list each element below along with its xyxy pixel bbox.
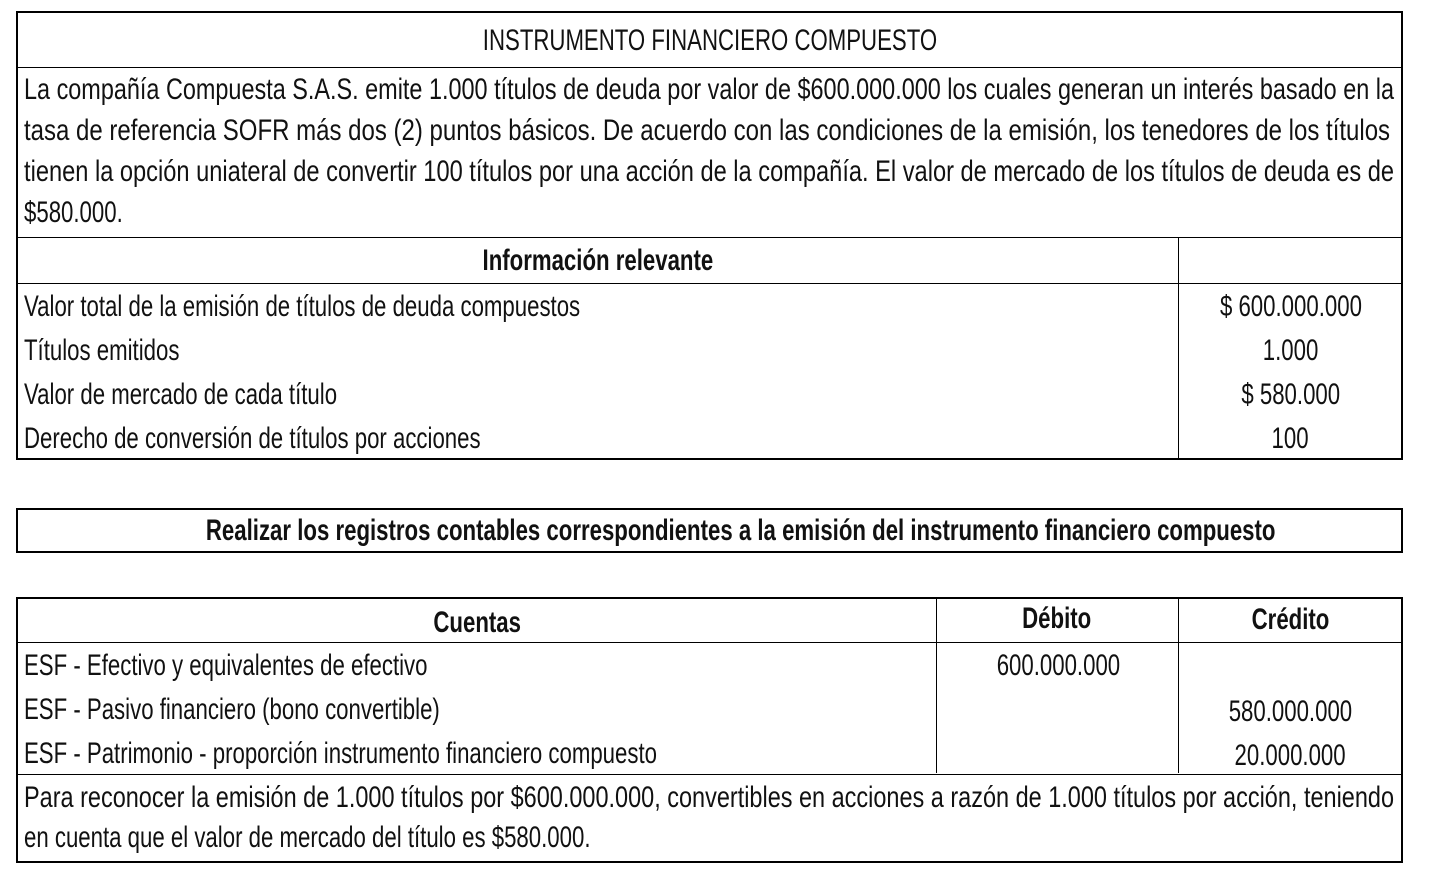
divider <box>18 774 1401 775</box>
statement-line: La compañía Compuesta S.A.S. emite 1.000 títulos de deuda por valor de $600.000.000 los cuales generan un interés basado en la <box>24 73 1394 106</box>
info-label: Títulos emitidos <box>24 334 180 367</box>
info-value: $ 600.000.000 <box>1219 290 1362 323</box>
divider <box>18 237 1401 238</box>
info-label: Valor total de la emisión de títulos de deuda compuestos <box>24 290 581 323</box>
task-instruction: Realizar los registros contables correspondientes a la emisión del instrumento financiero compuesto <box>205 514 1276 547</box>
statement-line: $580.000. <box>24 196 123 229</box>
column-divider <box>1178 599 1179 773</box>
info-header: Información relevante <box>482 244 714 277</box>
info-value: 100 <box>1271 422 1310 455</box>
problem-table <box>16 11 1403 460</box>
header-cuentas <box>18 601 936 645</box>
journal-credit: 580.000.000 <box>1228 695 1353 728</box>
column-divider <box>1178 237 1179 458</box>
column-divider <box>936 599 937 773</box>
divider <box>18 67 1401 68</box>
info-value: 1.000 <box>1262 334 1319 367</box>
divider <box>18 283 1401 284</box>
note-line: en cuenta que el valor de mercado del título es $580.000. <box>24 821 591 854</box>
info-header-cell <box>18 239 1178 283</box>
journal-credit: 20.000.000 <box>1234 739 1347 772</box>
info-label: Valor de mercado de cada título <box>24 378 338 411</box>
journal-account: ESF - Pasivo financiero (bono convertible) <box>24 693 440 726</box>
journal-account: ESF - Efectivo y equivalentes de efectivo <box>24 649 428 682</box>
header-debit: Débito <box>1022 602 1092 635</box>
problem-title: INSTRUMENTO FINANCIERO COMPUESTO <box>482 24 937 57</box>
divider <box>18 642 1401 643</box>
header-credit: Crédito <box>1251 603 1330 636</box>
journal-account: ESF - Patrimonio - proporción instrumento financiero compuesto <box>24 737 657 770</box>
journal-debit: 600.000.000 <box>996 649 1120 682</box>
statement-line: tasa de referencia SOFR más dos (2) puntos básicos. De acuerdo con las condiciones de la emisión, los tenedores de los títulos <box>24 114 1391 147</box>
header-credito <box>1178 599 1403 643</box>
task-box <box>16 508 1403 553</box>
journal-table <box>16 597 1403 863</box>
info-label: Derecho de conversión de títulos por acciones <box>24 422 481 455</box>
header-account: Cuentas <box>433 606 521 639</box>
statement-line: tienen la opción uniateral de convertir 100 títulos por una acción de la compañía. El valor de mercado de los títulos de deuda es de <box>24 155 1394 188</box>
header-debito <box>936 599 1178 643</box>
info-value: $ 580.000 <box>1241 378 1340 411</box>
problem-title-cell <box>18 17 1401 65</box>
note-line: Para reconocer la emisión de 1.000 títulos por $600.000.000, convertibles en acciones a razón de 1.000 títulos por acción, teniendo <box>24 781 1394 814</box>
